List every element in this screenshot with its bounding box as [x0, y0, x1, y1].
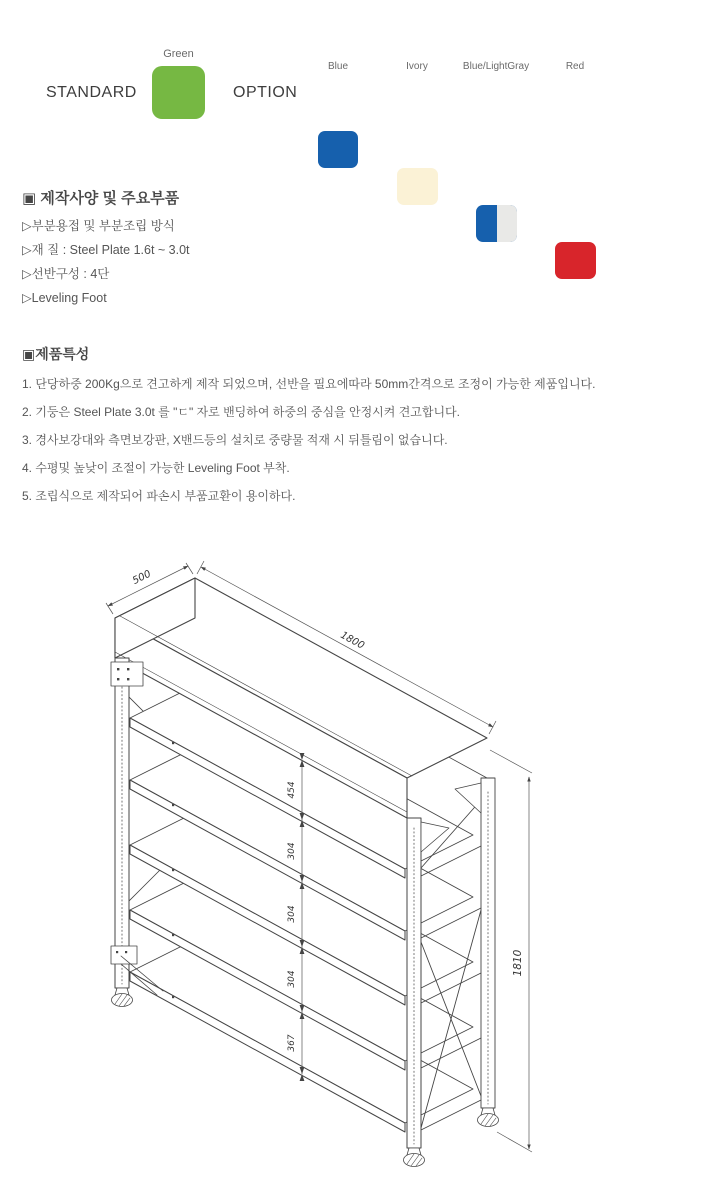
- shelf-gap-label-2: 304: [287, 842, 297, 860]
- rack-structure: [111, 578, 499, 1167]
- shelf-gap-label-3: 304: [287, 905, 297, 923]
- leveling-foot-back-right: [478, 1108, 499, 1127]
- shelf-gap-label-5: 367: [287, 1034, 297, 1052]
- option-label: OPTION: [233, 84, 298, 101]
- leveling-foot-front-right: [404, 1148, 425, 1167]
- leveling-foot-front-left: [112, 988, 133, 1007]
- spec-section-title: ▣ 제작사양 및 주요부품: [22, 190, 180, 207]
- standard-label: STANDARD: [46, 84, 137, 101]
- spec-section: [22, 187, 682, 310]
- dim-depth-label: 500: [130, 568, 153, 587]
- dim-width-label: 1800: [338, 629, 367, 652]
- feature-item: 4. 수평및 높낮이 조절이 가능한 Leveling Foot 부착.: [22, 461, 290, 475]
- shelf-gap-label-4: 304: [287, 970, 297, 988]
- palette-section: [0, 0, 709, 140]
- feature-item: 1. 단당하중 200Kg으로 견고하게 제작 되었으며, 선반을 필요에따라 50mm간격으로 조정이 가능한 제품입니다.: [22, 377, 596, 391]
- post-front-right: [407, 818, 421, 1148]
- swatch-label-ivory: Ivory: [406, 61, 428, 72]
- swatch-label-green: Green: [163, 48, 194, 60]
- swatch-label-blue: Blue: [327, 61, 348, 72]
- rack-technical-drawing: [0, 540, 709, 1181]
- spec-item: ▷부분용접 및 부분조립 방식: [22, 219, 175, 233]
- dim-height: [490, 750, 532, 1152]
- spec-item: ▷Leveling Foot: [22, 291, 107, 305]
- swatch-blue-right-half: [338, 131, 358, 168]
- swatch-green: [152, 66, 205, 119]
- feature-item: 3. 경사보강대와 측면보강판, X밴드등의 설치로 중량물 적재 시 뒤틀림이 없습니다.: [22, 433, 448, 447]
- shelf-gap-label-1: 454: [287, 781, 297, 799]
- spec-item: ▷재 질 : Steel Plate 1.6t ~ 3.0t: [22, 243, 190, 257]
- gusset-top-back: [455, 783, 481, 813]
- feature-item: 2. 기둥은 Steel Plate 3.0t 를 "ㄷ" 자로 밴딩하여 하중의 중심을 안정시켜 견고합니다.: [22, 405, 460, 419]
- swatch-label-blue-lightgray: Blue/LightGray: [462, 61, 530, 72]
- swatch-blue: [318, 131, 358, 168]
- swatch-label-red: Red: [565, 61, 585, 72]
- dim-height-label: 1810: [512, 949, 524, 977]
- features-section: [22, 344, 702, 510]
- post-back-right: [481, 778, 495, 1108]
- feature-item: 5. 조립식으로 제작되어 파손시 부품교환이 용이하다.: [22, 489, 296, 503]
- spec-item: ▷선반구성 : 4단: [22, 267, 110, 281]
- features-section-title: ▣제품특성: [22, 346, 90, 362]
